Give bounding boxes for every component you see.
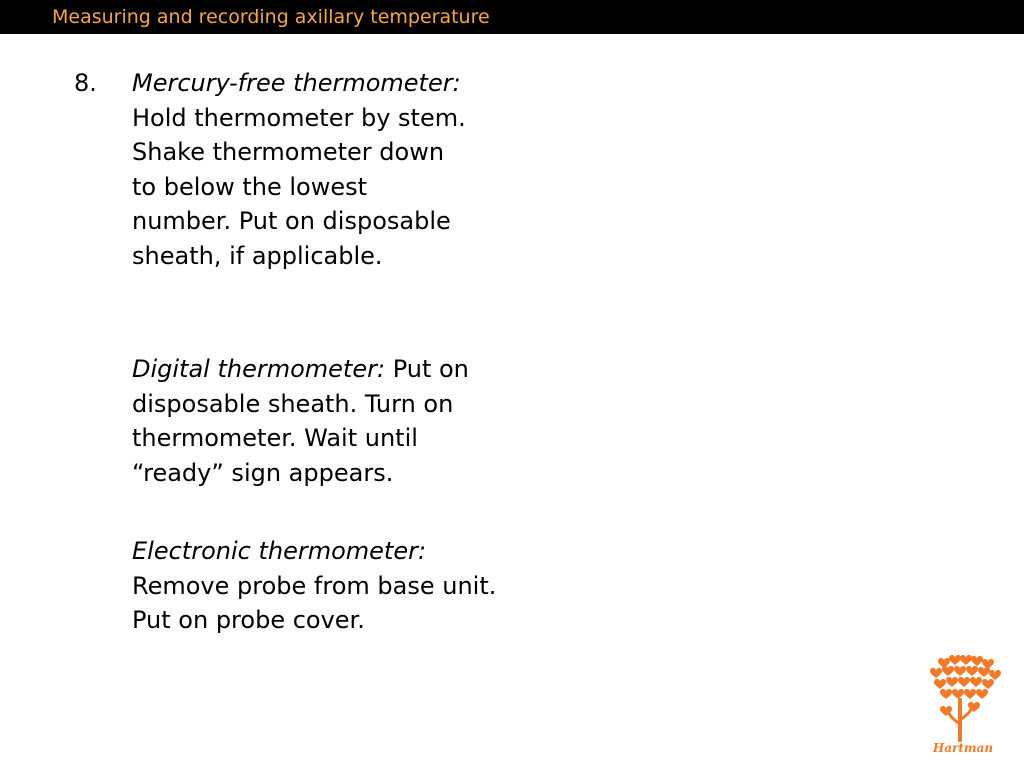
paragraph-lead: Mercury-free thermometer: [132, 69, 461, 97]
paragraph-lead: Electronic thermometer: [132, 537, 427, 565]
paragraph-text: Hold thermometer by stem. Shake thermometer down to below the lowest number. Put on disposable sheath, if applicable. [132, 103, 466, 270]
paragraph-electronic [132, 534, 502, 638]
paragraph-mercury-free [132, 66, 467, 273]
hartman-logo [924, 654, 1002, 758]
paragraph-digital [132, 352, 502, 490]
step-number: 8. [74, 69, 97, 97]
paragraph-text: Remove probe from base unit. Put on probe cover. [132, 571, 497, 634]
paragraph-lead: Digital thermometer: [132, 355, 386, 383]
title-bar [0, 0, 1024, 34]
paragraph-text: Put on disposable sheath. Turn on thermometer. Wait until “ready” sign appears. [132, 355, 469, 487]
slide-title: Measuring and recording axillary temperature [52, 6, 490, 28]
logo-text: Hartman [932, 741, 994, 755]
heart-tree-icon [924, 654, 1002, 758]
